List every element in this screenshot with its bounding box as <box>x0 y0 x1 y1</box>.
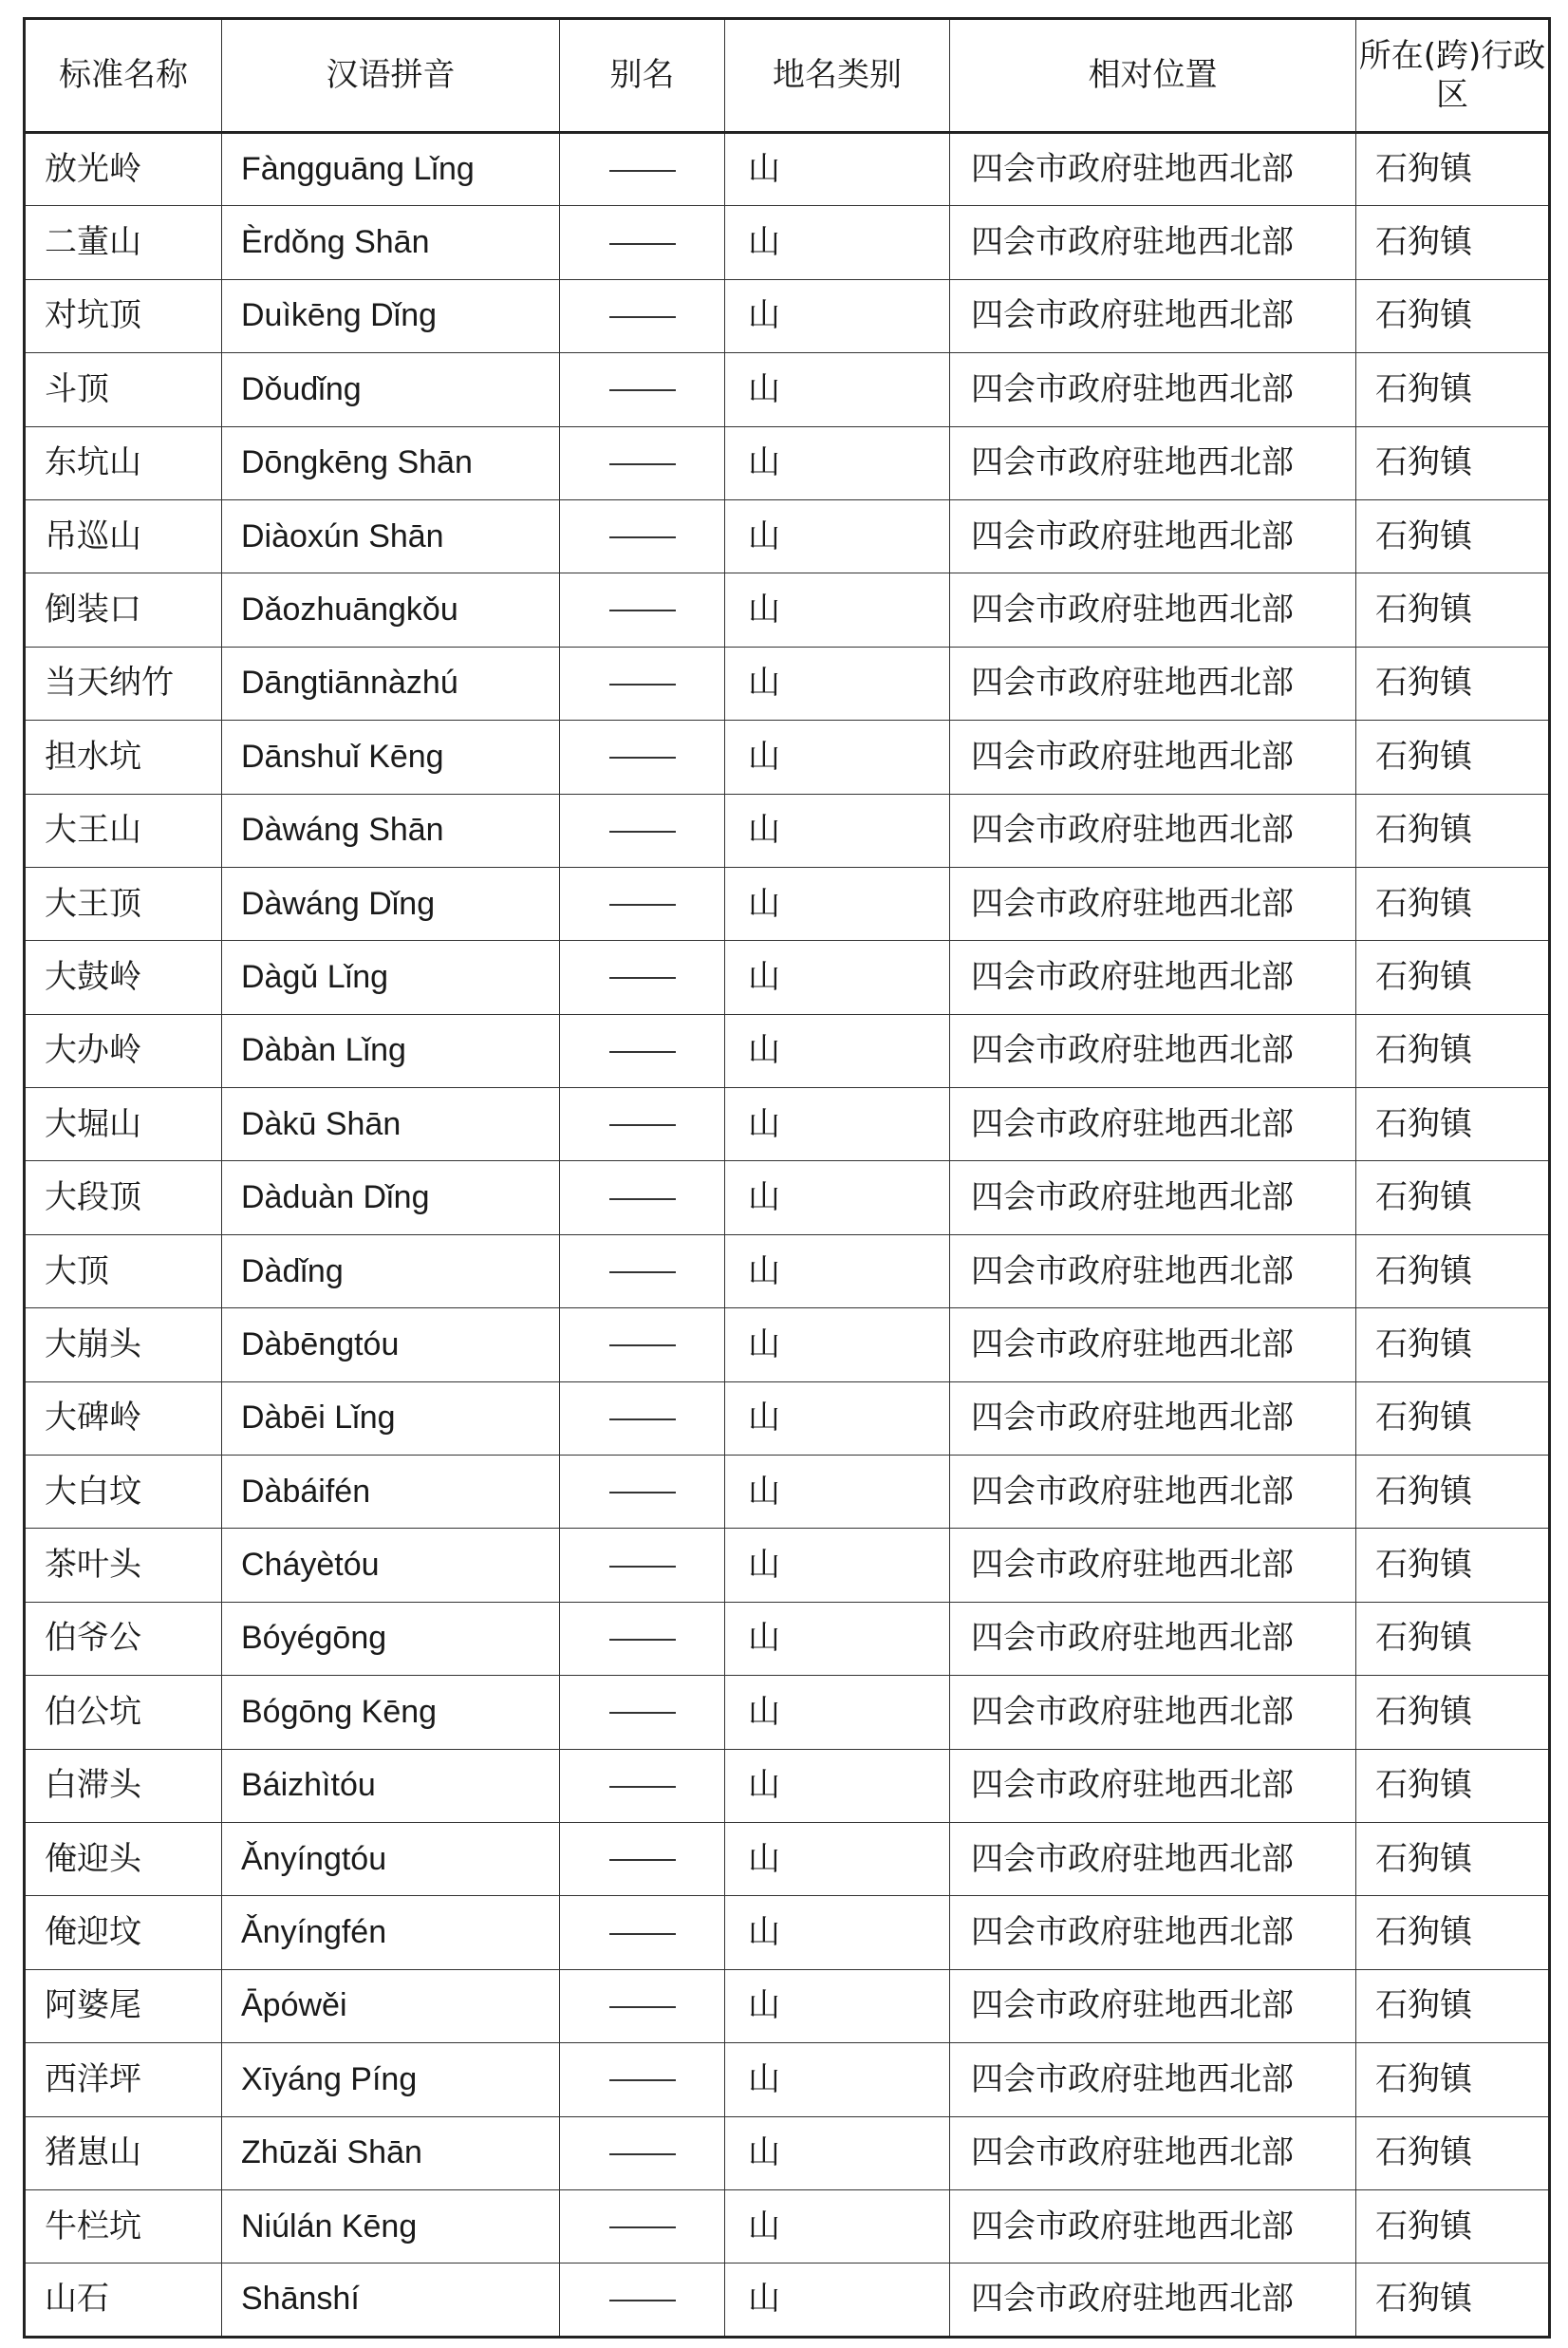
cell-standard-name: 对坑顶 <box>25 279 222 352</box>
empty-alias-dash <box>609 757 676 759</box>
empty-alias-dash <box>609 389 676 391</box>
empty-alias-dash <box>609 1271 676 1273</box>
cell-relative-position: 四会市政府驻地西北部 <box>950 1969 1356 2042</box>
cell-admin-region: 石狗镇 <box>1356 1602 1550 1675</box>
cell-pinyin: Ǎnyíngtóu <box>222 1822 560 1895</box>
cell-alias <box>560 1529 725 1602</box>
cell-pinyin: Dǎozhuāngkǒu <box>222 573 560 647</box>
cell-relative-position: 四会市政府驻地西北部 <box>950 1161 1356 1234</box>
empty-alias-dash <box>609 1492 676 1493</box>
cell-standard-name: 吊巡山 <box>25 499 222 573</box>
header-category: 地名类别 <box>725 19 950 133</box>
empty-alias-dash <box>609 316 676 318</box>
cell-category: 山 <box>725 1456 950 1529</box>
cell-alias <box>560 133 725 206</box>
cell-admin-region: 石狗镇 <box>1356 1088 1550 1161</box>
cell-admin-region: 石狗镇 <box>1356 647 1550 720</box>
cell-standard-name: 放光岭 <box>25 133 222 206</box>
cell-relative-position: 四会市政府驻地西北部 <box>950 867 1356 940</box>
empty-alias-dash <box>609 1124 676 1126</box>
cell-pinyin: Bógōng Kēng <box>222 1676 560 1749</box>
cell-category: 山 <box>725 133 950 206</box>
cell-relative-position: 四会市政府驻地西北部 <box>950 279 1356 352</box>
cell-relative-position: 四会市政府驻地西北部 <box>950 1749 1356 1822</box>
table-row <box>25 133 1550 206</box>
empty-alias-dash <box>609 1344 676 1346</box>
table-row <box>25 867 1550 940</box>
empty-alias-dash <box>609 1786 676 1788</box>
cell-standard-name: 山石 <box>25 2263 222 2337</box>
cell-relative-position: 四会市政府驻地西北部 <box>950 1088 1356 1161</box>
cell-relative-position: 四会市政府驻地西北部 <box>950 721 1356 794</box>
cell-alias <box>560 1456 725 1529</box>
cell-alias <box>560 1676 725 1749</box>
cell-pinyin: Dǒudǐng <box>222 353 560 426</box>
cell-relative-position: 四会市政府驻地西北部 <box>950 1234 1356 1307</box>
gazetteer-sheet <box>23 17 1548 2339</box>
cell-category: 山 <box>725 573 950 647</box>
cell-alias <box>560 941 725 1014</box>
cell-pinyin: Ǎnyíngfén <box>222 1896 560 1969</box>
cell-standard-name: 阿婆尾 <box>25 1969 222 2042</box>
table-row <box>25 499 1550 573</box>
table-body <box>25 133 1550 2338</box>
table-row <box>25 206 1550 279</box>
cell-standard-name: 西洋坪 <box>25 2043 222 2116</box>
cell-pinyin: Dàdǐng <box>222 1234 560 1307</box>
table-row <box>25 1088 1550 1161</box>
cell-admin-region: 石狗镇 <box>1356 1896 1550 1969</box>
cell-standard-name: 俺迎坟 <box>25 1896 222 1969</box>
cell-admin-region: 石狗镇 <box>1356 1676 1550 1749</box>
empty-alias-dash <box>609 243 676 245</box>
table-row <box>25 941 1550 1014</box>
cell-pinyin: Dānshuǐ Kēng <box>222 721 560 794</box>
empty-alias-dash <box>609 1712 676 1714</box>
cell-pinyin: Āpówěi <box>222 1969 560 2042</box>
cell-alias <box>560 1014 725 1087</box>
cell-pinyin: Dàduàn Dǐng <box>222 1161 560 1234</box>
cell-category: 山 <box>725 1969 950 2042</box>
cell-standard-name: 大王顶 <box>25 867 222 940</box>
empty-alias-dash <box>609 2226 676 2228</box>
cell-relative-position: 四会市政府驻地西北部 <box>950 1822 1356 1895</box>
cell-category: 山 <box>725 1529 950 1602</box>
table-row <box>25 1308 1550 1381</box>
cell-alias <box>560 867 725 940</box>
cell-relative-position: 四会市政府驻地西北部 <box>950 941 1356 1014</box>
empty-alias-dash <box>609 2006 676 2008</box>
table-row <box>25 1602 1550 1675</box>
cell-standard-name: 大顶 <box>25 1234 222 1307</box>
empty-alias-dash <box>609 2153 676 2155</box>
cell-relative-position: 四会市政府驻地西北部 <box>950 1014 1356 1087</box>
cell-pinyin: Bóyégōng <box>222 1602 560 1675</box>
table-row <box>25 279 1550 352</box>
cell-pinyin: Dàkū Shān <box>222 1088 560 1161</box>
table-row <box>25 1969 1550 2042</box>
cell-category: 山 <box>725 2116 950 2189</box>
cell-standard-name: 猪崽山 <box>25 2116 222 2189</box>
cell-pinyin: Báizhìtóu <box>222 1749 560 1822</box>
cell-alias <box>560 1308 725 1381</box>
cell-standard-name: 斗顶 <box>25 353 222 426</box>
empty-alias-dash <box>609 1933 676 1935</box>
cell-admin-region: 石狗镇 <box>1356 353 1550 426</box>
cell-category: 山 <box>725 1381 950 1455</box>
empty-alias-dash <box>609 170 676 172</box>
cell-relative-position: 四会市政府驻地西北部 <box>950 1676 1356 1749</box>
cell-alias <box>560 426 725 499</box>
cell-relative-position: 四会市政府驻地西北部 <box>950 206 1356 279</box>
cell-category: 山 <box>725 1896 950 1969</box>
cell-relative-position: 四会市政府驻地西北部 <box>950 1896 1356 1969</box>
cell-standard-name: 牛栏坑 <box>25 2189 222 2263</box>
cell-alias <box>560 1381 725 1455</box>
cell-relative-position: 四会市政府驻地西北部 <box>950 794 1356 867</box>
cell-standard-name: 东坑山 <box>25 426 222 499</box>
cell-category: 山 <box>725 1676 950 1749</box>
table-row <box>25 426 1550 499</box>
cell-category: 山 <box>725 1014 950 1087</box>
cell-standard-name: 大白坟 <box>25 1456 222 1529</box>
cell-category: 山 <box>725 1088 950 1161</box>
empty-alias-dash <box>609 1566 676 1568</box>
cell-pinyin: Dàbēi Lǐng <box>222 1381 560 1455</box>
cell-pinyin: Xīyáng Píng <box>222 2043 560 2116</box>
table-row <box>25 573 1550 647</box>
empty-alias-dash <box>609 684 676 686</box>
table-row <box>25 794 1550 867</box>
cell-pinyin: Zhūzǎi Shān <box>222 2116 560 2189</box>
cell-relative-position: 四会市政府驻地西北部 <box>950 573 1356 647</box>
table-row <box>25 1676 1550 1749</box>
table-row <box>25 2116 1550 2189</box>
cell-relative-position: 四会市政府驻地西北部 <box>950 133 1356 206</box>
cell-relative-position: 四会市政府驻地西北部 <box>950 1308 1356 1381</box>
cell-alias <box>560 1822 725 1895</box>
cell-admin-region: 石狗镇 <box>1356 2189 1550 2263</box>
cell-admin-region: 石狗镇 <box>1356 1749 1550 1822</box>
table-row <box>25 1822 1550 1895</box>
cell-admin-region: 石狗镇 <box>1356 867 1550 940</box>
cell-relative-position: 四会市政府驻地西北部 <box>950 2043 1356 2116</box>
table-row <box>25 1234 1550 1307</box>
cell-relative-position: 四会市政府驻地西北部 <box>950 1529 1356 1602</box>
table-row <box>25 2043 1550 2116</box>
cell-standard-name: 担水坑 <box>25 721 222 794</box>
cell-pinyin: Dàbáifén <box>222 1456 560 1529</box>
cell-relative-position: 四会市政府驻地西北部 <box>950 1381 1356 1455</box>
cell-category: 山 <box>725 1749 950 1822</box>
cell-alias <box>560 206 725 279</box>
cell-category: 山 <box>725 353 950 426</box>
cell-category: 山 <box>725 1234 950 1307</box>
cell-admin-region: 石狗镇 <box>1356 1529 1550 1602</box>
empty-alias-dash <box>609 1859 676 1861</box>
cell-category: 山 <box>725 941 950 1014</box>
cell-alias <box>560 1969 725 2042</box>
cell-pinyin: Dàwáng Dǐng <box>222 867 560 940</box>
cell-admin-region: 石狗镇 <box>1356 426 1550 499</box>
cell-category: 山 <box>725 2263 950 2337</box>
cell-standard-name: 倒装口 <box>25 573 222 647</box>
cell-category: 山 <box>725 1308 950 1381</box>
cell-alias <box>560 1602 725 1675</box>
cell-standard-name: 大堀山 <box>25 1088 222 1161</box>
header-admin-region: 所在(跨)行政区 <box>1356 19 1550 133</box>
cell-alias <box>560 573 725 647</box>
cell-admin-region: 石狗镇 <box>1356 279 1550 352</box>
place-name-table <box>23 17 1551 2339</box>
cell-category: 山 <box>725 721 950 794</box>
cell-category: 山 <box>725 867 950 940</box>
cell-admin-region: 石狗镇 <box>1356 573 1550 647</box>
cell-relative-position: 四会市政府驻地西北部 <box>950 353 1356 426</box>
cell-category: 山 <box>725 647 950 720</box>
table-row <box>25 1014 1550 1087</box>
cell-admin-region: 石狗镇 <box>1356 1456 1550 1529</box>
cell-category: 山 <box>725 1602 950 1675</box>
cell-admin-region: 石狗镇 <box>1356 2043 1550 2116</box>
cell-alias <box>560 1234 725 1307</box>
table-row <box>25 1161 1550 1234</box>
cell-relative-position: 四会市政府驻地西北部 <box>950 647 1356 720</box>
cell-standard-name: 当天纳竹 <box>25 647 222 720</box>
cell-pinyin: Cháyètóu <box>222 1529 560 1602</box>
cell-relative-position: 四会市政府驻地西北部 <box>950 2116 1356 2189</box>
cell-admin-region: 石狗镇 <box>1356 206 1550 279</box>
empty-alias-dash <box>609 1418 676 1420</box>
cell-category: 山 <box>725 499 950 573</box>
cell-admin-region: 石狗镇 <box>1356 1822 1550 1895</box>
cell-standard-name: 大碑岭 <box>25 1381 222 1455</box>
cell-pinyin: Diàoxún Shān <box>222 499 560 573</box>
table-row <box>25 1749 1550 1822</box>
cell-pinyin: Niúlán Kēng <box>222 2189 560 2263</box>
table-row <box>25 1381 1550 1455</box>
header-standard-name: 标准名称 <box>25 19 222 133</box>
cell-admin-region: 石狗镇 <box>1356 794 1550 867</box>
cell-pinyin: Duìkēng Dǐng <box>222 279 560 352</box>
cell-category: 山 <box>725 2189 950 2263</box>
cell-alias <box>560 1088 725 1161</box>
cell-pinyin: Dāngtiānnàzhú <box>222 647 560 720</box>
cell-standard-name: 大崩头 <box>25 1308 222 1381</box>
cell-standard-name: 二董山 <box>25 206 222 279</box>
cell-admin-region: 石狗镇 <box>1356 1381 1550 1455</box>
cell-alias <box>560 353 725 426</box>
empty-alias-dash <box>609 2079 676 2081</box>
cell-relative-position: 四会市政府驻地西北部 <box>950 1602 1356 1675</box>
table-row <box>25 1529 1550 1602</box>
cell-alias <box>560 2043 725 2116</box>
cell-alias <box>560 794 725 867</box>
cell-admin-region: 石狗镇 <box>1356 133 1550 206</box>
cell-alias <box>560 1749 725 1822</box>
cell-pinyin: Dàwáng Shān <box>222 794 560 867</box>
cell-category: 山 <box>725 1161 950 1234</box>
cell-pinyin: Èrdǒng Shān <box>222 206 560 279</box>
cell-admin-region: 石狗镇 <box>1356 1234 1550 1307</box>
cell-standard-name: 大王山 <box>25 794 222 867</box>
empty-alias-dash <box>609 904 676 906</box>
cell-standard-name: 茶叶头 <box>25 1529 222 1602</box>
cell-alias <box>560 1896 725 1969</box>
cell-relative-position: 四会市政府驻地西北部 <box>950 2189 1356 2263</box>
cell-standard-name: 伯公坑 <box>25 1676 222 1749</box>
header-alias: 别名 <box>560 19 725 133</box>
table-row <box>25 1896 1550 1969</box>
table-row <box>25 2263 1550 2337</box>
cell-category: 山 <box>725 206 950 279</box>
cell-alias <box>560 2263 725 2337</box>
cell-standard-name: 俺迎头 <box>25 1822 222 1895</box>
empty-alias-dash <box>609 536 676 538</box>
cell-alias <box>560 647 725 720</box>
cell-category: 山 <box>725 794 950 867</box>
empty-alias-dash <box>609 1051 676 1053</box>
cell-category: 山 <box>725 1822 950 1895</box>
cell-pinyin: Shānshí <box>222 2263 560 2337</box>
header-pinyin: 汉语拼音 <box>222 19 560 133</box>
cell-relative-position: 四会市政府驻地西北部 <box>950 426 1356 499</box>
cell-pinyin: Fàngguāng Lǐng <box>222 133 560 206</box>
empty-alias-dash <box>609 2300 676 2301</box>
cell-relative-position: 四会市政府驻地西北部 <box>950 2263 1356 2337</box>
cell-standard-name: 大段顶 <box>25 1161 222 1234</box>
table-row <box>25 2189 1550 2263</box>
cell-category: 山 <box>725 426 950 499</box>
cell-pinyin: Dàbàn Lǐng <box>222 1014 560 1087</box>
empty-alias-dash <box>609 831 676 833</box>
cell-admin-region: 石狗镇 <box>1356 2263 1550 2337</box>
cell-standard-name: 大办岭 <box>25 1014 222 1087</box>
cell-admin-region: 石狗镇 <box>1356 721 1550 794</box>
cell-standard-name: 大鼓岭 <box>25 941 222 1014</box>
empty-alias-dash <box>609 977 676 979</box>
header-relative-position: 相对位置 <box>950 19 1356 133</box>
cell-admin-region: 石狗镇 <box>1356 941 1550 1014</box>
empty-alias-dash <box>609 1639 676 1641</box>
cell-pinyin: Dàgǔ Lǐng <box>222 941 560 1014</box>
cell-admin-region: 石狗镇 <box>1356 1308 1550 1381</box>
cell-alias <box>560 1161 725 1234</box>
cell-alias <box>560 2116 725 2189</box>
empty-alias-dash <box>609 463 676 465</box>
empty-alias-dash <box>609 610 676 611</box>
cell-relative-position: 四会市政府驻地西北部 <box>950 499 1356 573</box>
cell-alias <box>560 279 725 352</box>
cell-standard-name: 伯爷公 <box>25 1602 222 1675</box>
cell-admin-region: 石狗镇 <box>1356 1969 1550 2042</box>
cell-category: 山 <box>725 279 950 352</box>
cell-category: 山 <box>725 2043 950 2116</box>
empty-alias-dash <box>609 1198 676 1200</box>
cell-alias <box>560 721 725 794</box>
table-row <box>25 647 1550 720</box>
cell-pinyin: Dàbēngtóu <box>222 1308 560 1381</box>
cell-admin-region: 石狗镇 <box>1356 1161 1550 1234</box>
cell-admin-region: 石狗镇 <box>1356 499 1550 573</box>
cell-standard-name: 白滞头 <box>25 1749 222 1822</box>
table-row <box>25 1456 1550 1529</box>
table-row <box>25 721 1550 794</box>
header-row <box>25 19 1550 133</box>
cell-admin-region: 石狗镇 <box>1356 1014 1550 1087</box>
cell-relative-position: 四会市政府驻地西北部 <box>950 1456 1356 1529</box>
table-row <box>25 353 1550 426</box>
cell-alias <box>560 499 725 573</box>
cell-admin-region: 石狗镇 <box>1356 2116 1550 2189</box>
cell-alias <box>560 2189 725 2263</box>
cell-pinyin: Dōngkēng Shān <box>222 426 560 499</box>
